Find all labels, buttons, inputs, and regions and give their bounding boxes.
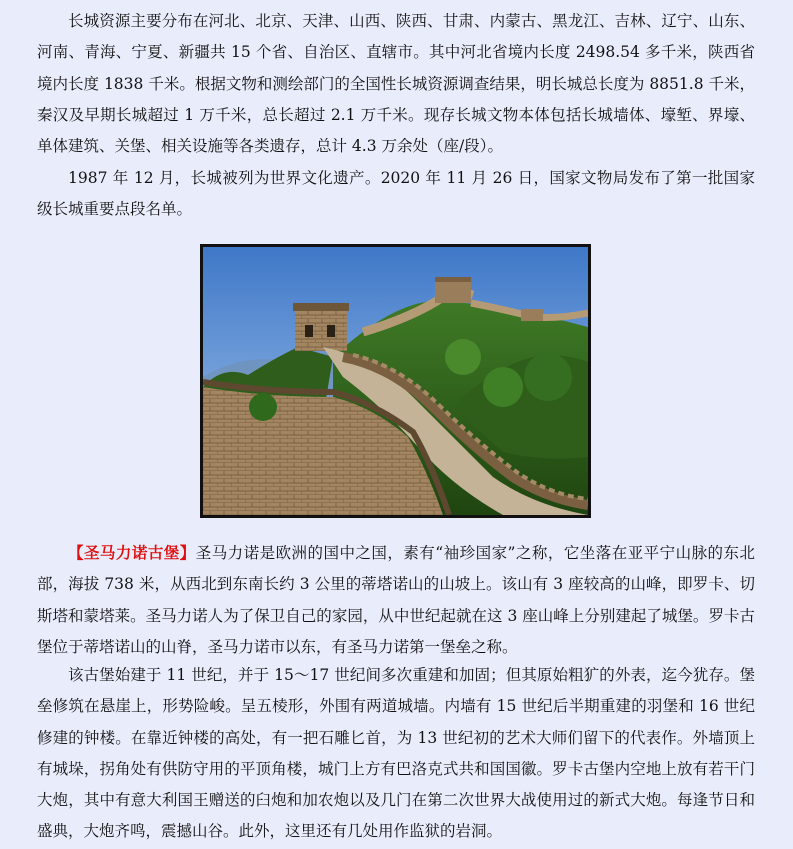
great-wall-photo [200, 244, 591, 518]
paragraph-world-heritage: 1987 年 12 月，长城被列为世界文化遗产。2020 年 11 月 26 日，国家文物局发布了第一批国家级长城重要点段名单。 [37, 169, 755, 219]
section-tag-san-marino: 【圣马力诺古堡】 [68, 543, 196, 562]
paragraph-san-marino-text: 圣马力诺是欧洲的国中之国，素有“袖珍国家”之称，它坐落在亚平宁山脉的东北部，海拔 738 米，从西北到东南长约 3 公里的蒂塔诺山的山坡上。该山有 3 座较高的山峰，即罗卡、切斯塔和蒙塔莱。圣马力诺人为了保卫自己的家园，从中世纪起就在这 3 座山峰上分别建起了城堡。罗卡古堡位于蒂塔诺山的山脊，圣马力诺市以东，有圣马力诺第一堡垒之称。 [37, 544, 755, 656]
paragraph-san-marino [37, 537, 755, 663]
paragraph-rocca-fortress: 该古堡始建于 11 世纪，并于 15～17 世纪间多次重建和加固；但其原始粗犷的外表，迄今犹存。堡垒修筑在悬崖上，形势险峻。呈五棱形，外围有两道城墙。内墙有 15 世纪后半期重建的羽堡和 16 世纪修建的钟楼。在靠近钟楼的高处，有一把石雕匕首，为 13 世纪初的艺术大师们留下的代表作。外墙顶上有城垛，拐角处有供防守用的平顶角楼，城门上方有巴洛克式共和国国徽。罗卡古堡内空地上放有若干门大炮，其中有意大利国王赠送的臼炮和加农炮以及几门在第二次世界大战使用过的新式大炮。每逢节日和盛典，大炮齐鸣，震撼山谷。此外，这里还有几处用作监狱的岩洞。 [37, 666, 755, 841]
paragraph-great-wall-resources: 长城资源主要分布在河北、北京、天津、山西、陕西、甘肃、内蒙古、黑龙江、吉林、辽宁、山东、河南、青海、宁夏、新疆共 15 个省、自治区、直辖市。其中河北省境内长度 2498.54 多千米，陕西省境内长度 1838 千米。根据文物和测绘部门的全国性长城资源调查结果，明长城总长度为 8851.8 千米，秦汉及早期长城超过 1 万千米，总长超过 2.1 万千米。现存长城文物本体包括长城墙体、壕堑、界壕、单体建筑、关堡、相关设施等各类遗存，总计 4.3 万余处（座/段）。 [37, 12, 755, 156]
great-wall-illustration [203, 247, 588, 515]
